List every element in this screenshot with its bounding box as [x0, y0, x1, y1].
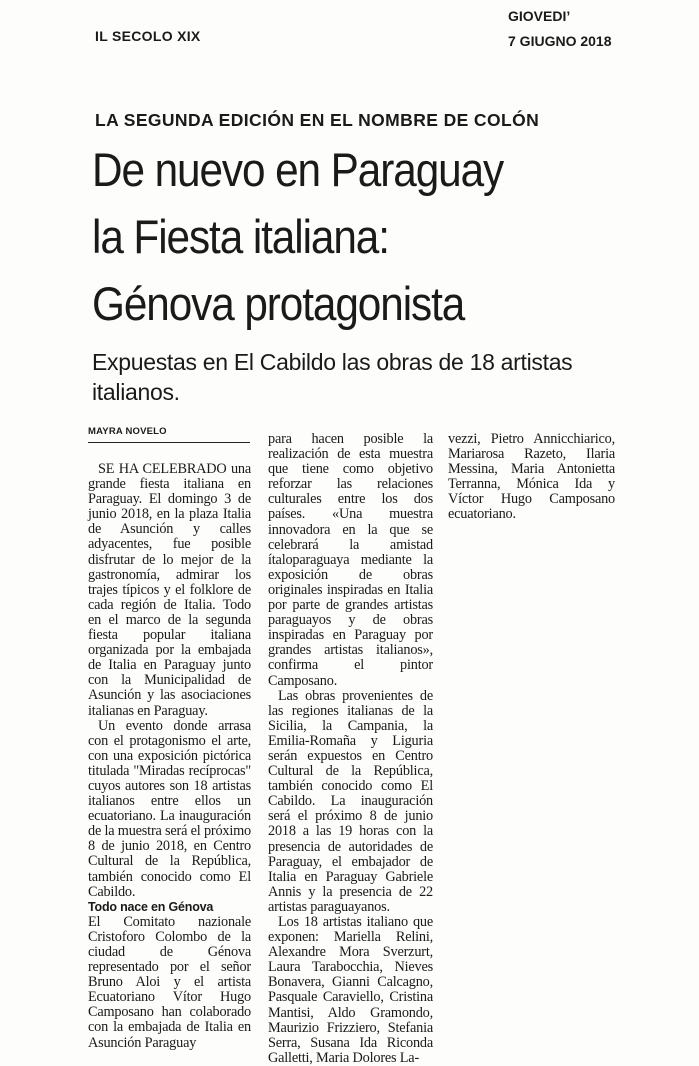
headline-line: la Fiesta italiana: — [92, 210, 389, 263]
deck-line: italianos. — [92, 379, 180, 405]
byline: MAYRA NOVELO — [88, 426, 167, 437]
article-column-2 — [268, 432, 433, 1066]
kicker: LA SEGUNDA EDICIÓN EN EL NOMBRE DE COLÓN — [95, 110, 540, 130]
lead-in: SE HA CELEBRADO — [98, 461, 227, 477]
paragraph-text: una grande fiesta italiana en Paraguay. El domingo 3 de junio 2018, en la plaza Italia de Asunción y calles adyacentes, fue posible disfrutar de lo mejor de la gastronomía, admirar los trajes típicos y el folklore de cada región de Italia. Todo en el marco de la segunda fiesta popular italiana organizada por la embajada de Italia en Paraguay junto con la Municipalidad de Asunción y las asociaciones italianas en Paraguay. — [88, 461, 251, 719]
paragraph: El Comitato nazionale Cristoforo Colombo de la ciudad de Génova representado por el señor Bruno Aloi y el artista Ecuatoriano Vítor Hugo Camposano han colaborado con la embajada de Italia en Asunción Paraguay — [88, 913, 251, 1051]
date: 7 GIUGNO 2018 — [508, 33, 612, 49]
publication-name: IL SECOLO XIX — [95, 28, 201, 44]
paragraph — [88, 462, 251, 719]
paragraph: vezzi, Pietro Annicchiarico, Mariarosa Razeto, Ilaria Messina, Maria Antonietta Terranna, Mónica Ida y Víctor Hugo Camposano ecuatoriano. — [448, 431, 615, 523]
publication-date — [508, 4, 612, 54]
paragraph: Un evento donde arrasa con el protagonismo el arte, con una exposición pictórica titulada "Miradas recíprocas" cuyos autores son 18 artistas italianos entre ellos un ecuatoriano. La inauguración de la muestra será el próximo 8 de junio 2018, en Centro Cultural de la República, también conocido como El Cabildo. — [88, 717, 251, 900]
headline-line: De nuevo en Paraguay — [92, 143, 504, 196]
headline — [92, 136, 503, 337]
article-column-3 — [448, 432, 615, 523]
weekday: GIOVEDI’ — [508, 8, 571, 24]
paragraph: Las obras provenientes de las regiones italianas de la Sicilia, la Campania, la Emilia-Romaña y Liguria serán expuestos en Centro Cultural de la República, también conocido como El Cabildo. La inauguración será el próximo 8 de junio 2018 a las 19 horas con la presencia de autoridades de Paraguay, el embajador de Italia en Paraguay Gabriele Annis y la presencia de 22 artistas paraguayanos. — [268, 687, 433, 915]
article-column-1 — [88, 462, 251, 1051]
deck — [92, 347, 572, 407]
subhead: Todo nace en Génova — [88, 899, 214, 914]
byline-rule — [88, 442, 250, 443]
headline-line: Génova protagonista — [92, 277, 465, 330]
paragraph: para hacen posible la realización de esta muestra que tiene como objetivo reforzar las relaciones culturales entre los dos países. «Una muestra innovadora en la que se celebrará la amistad ítaloparaguaya mediante la exposición de obras originales inspiradas en Italia por parte de grandes artistas paraguayos y de obras inspiradas en Paraguay por grandes artistas italianos», confirma el pintor Camposano. — [268, 431, 433, 689]
deck-line: Expuestas en El Cabildo las obras de 18 artistas — [92, 349, 573, 375]
paragraph: Los 18 artistas italiano que exponen: Mariella Relini, Alexandre Mora Sverzurt, Laura Tarabocchia, Nieves Bonavera, Gianni Calcagno, Pasquale Caraviello, Cristina Mantisi, Aldo Gramondo, Maurizio Frizziero, Stefania Serra, Susana Ida Riconda Galletti, Maria Dolores La- — [268, 914, 433, 1066]
